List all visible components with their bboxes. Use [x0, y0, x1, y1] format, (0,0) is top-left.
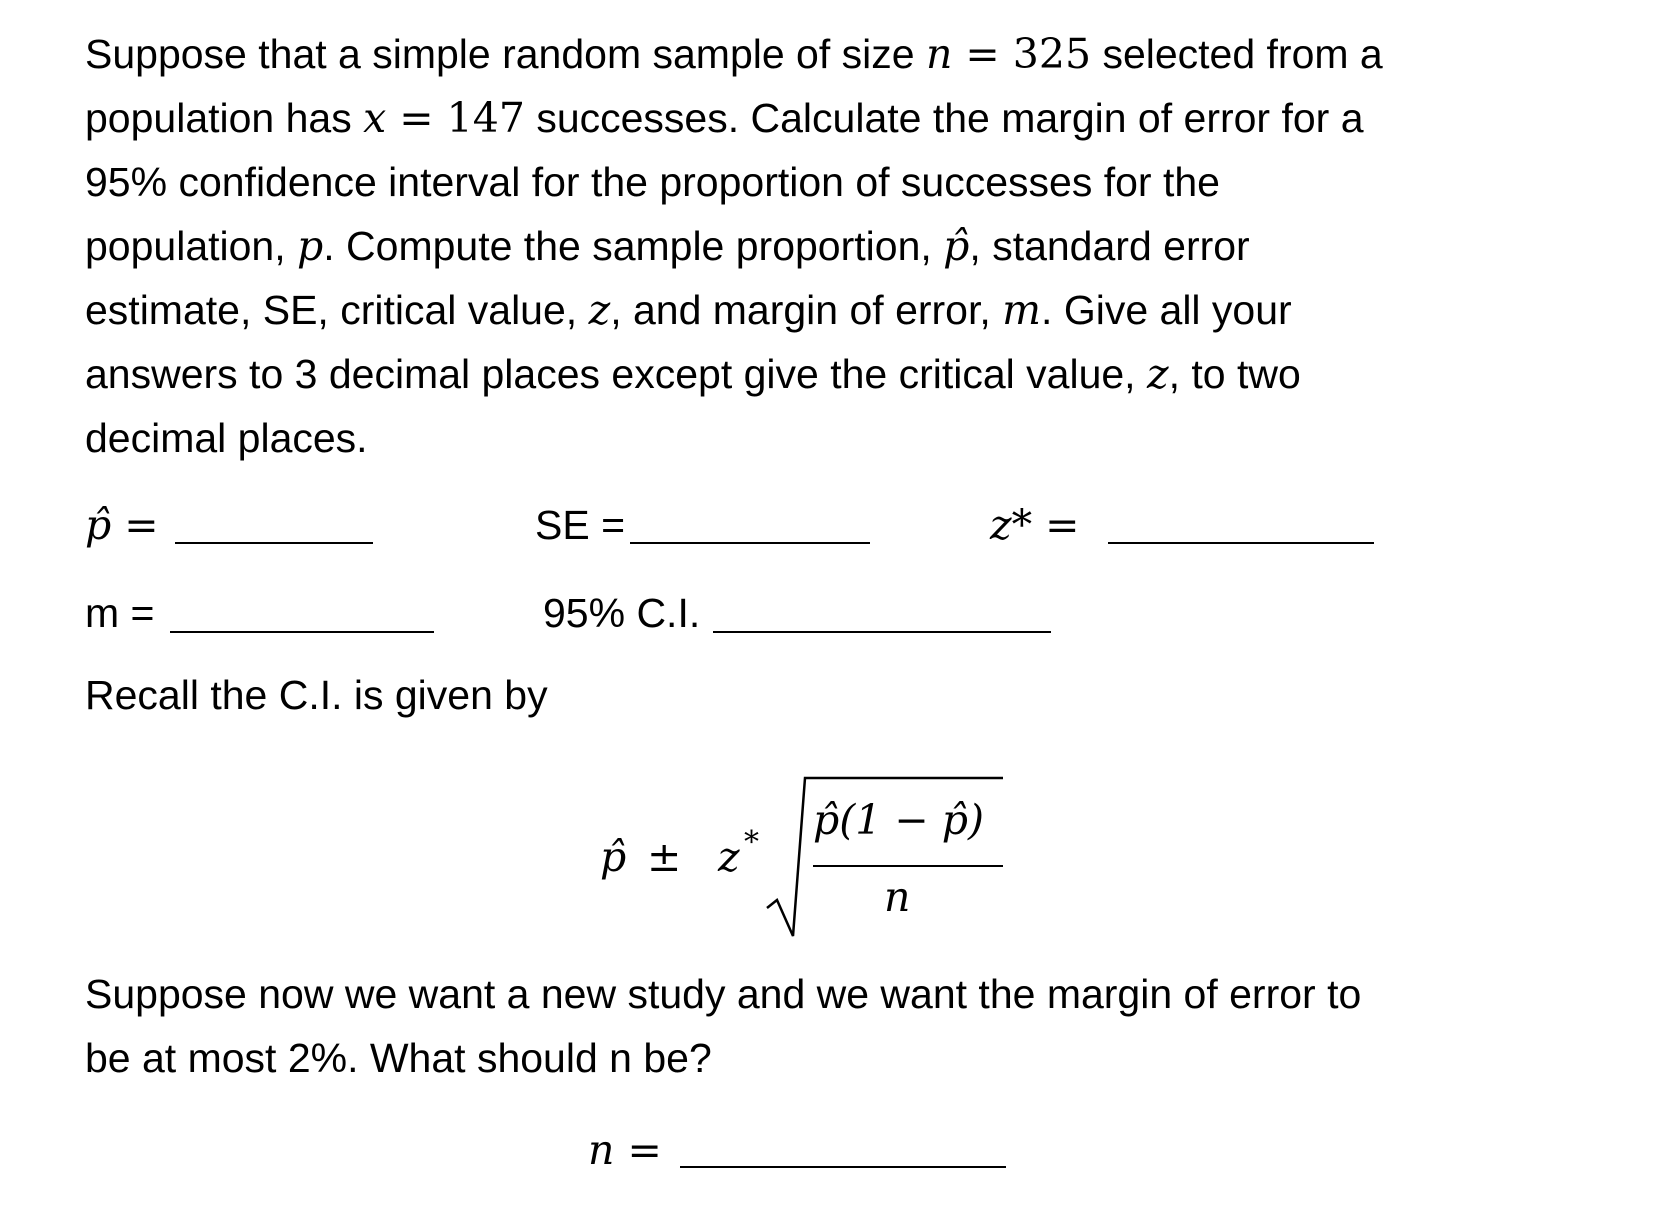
followup-statement: [85, 962, 1361, 1090]
phat-answer-blank[interactable]: [175, 542, 373, 544]
ci-answer-blank[interactable]: [713, 631, 1051, 633]
problem-line-1: Suppose that a simple random sample of size n = 325 selected from a: [85, 30, 1383, 78]
se-answer-blank[interactable]: [630, 542, 870, 544]
problem-line-3: 95% confidence interval for the proportion of successes for the: [85, 159, 1220, 205]
problem-line-5: estimate, SE, critical value, z, and margin of error, m. Give all your: [85, 286, 1292, 334]
se-label: SE =: [535, 502, 626, 548]
zstar-answer-blank[interactable]: [1108, 542, 1374, 544]
m-answer-blank[interactable]: [170, 631, 434, 633]
formula-phat: p̂: [600, 833, 627, 881]
n-label: n =: [588, 1126, 662, 1174]
followup-line-1: Suppose now we want a new study and we want the margin of error to: [85, 971, 1362, 1017]
m-label: m =: [85, 590, 155, 636]
problem-line-6: answers to 3 decimal places except give the critical value, z, to two: [85, 350, 1301, 398]
recall-text: Recall the C.I. is given by: [85, 672, 548, 718]
ci-label: 95% C.I.: [543, 590, 701, 636]
formula-z: z: [718, 833, 740, 881]
phat-label: p̂ =: [85, 501, 159, 549]
formula-numerator: p̂(1 − p̂): [813, 796, 984, 844]
problem-line-4: population, p. Compute the sample proportion, p̂, standard error: [85, 222, 1250, 270]
problem-line-2: population has x = 147 successes. Calculate the margin of error for a: [85, 94, 1364, 142]
problem-line-7: decimal places.: [85, 415, 368, 461]
n-answer-blank[interactable]: [680, 1166, 1006, 1168]
formula-star: *: [744, 825, 759, 860]
followup-line-2: be at most 2%. What should n be?: [85, 1035, 712, 1081]
formula-denominator: n: [884, 873, 911, 921]
formula-plus-minus: ±: [647, 833, 682, 881]
problem-statement: [85, 22, 1383, 470]
zstar-label: z* =: [990, 501, 1080, 549]
ci-formula: [600, 760, 1000, 940]
